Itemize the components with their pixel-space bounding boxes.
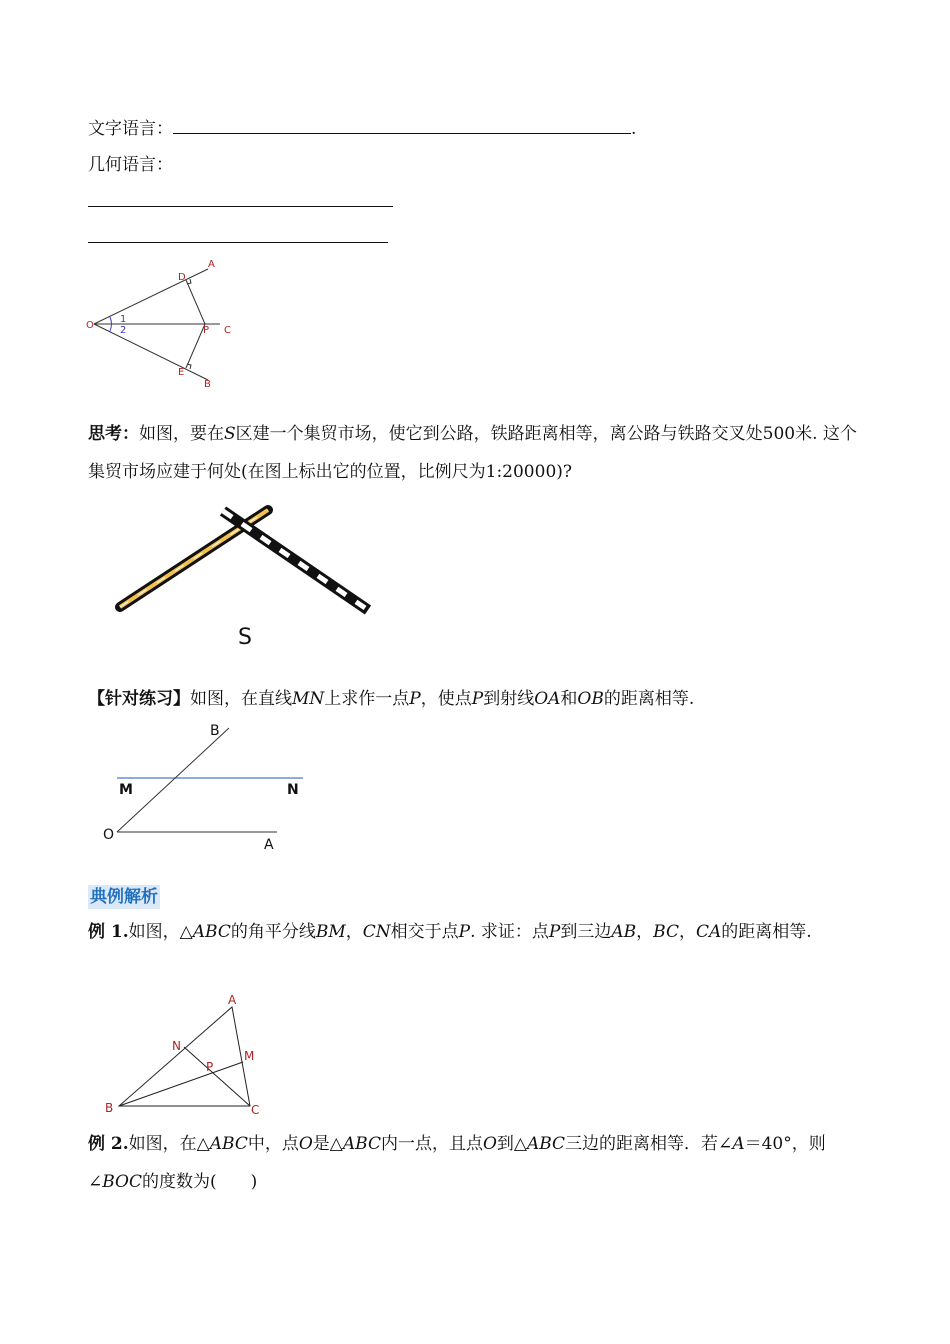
- example2-var: ABC: [342, 1134, 381, 1154]
- example1-var: P: [548, 922, 561, 942]
- text-language-line: [88, 116, 636, 141]
- fig4-label-b: B: [105, 1101, 114, 1115]
- practice-var: P: [471, 689, 484, 709]
- example1-text: 如图，△: [128, 922, 193, 942]
- example2-text: 内一点，且点: [380, 1134, 483, 1154]
- geo-language-blank-1[interactable]: [88, 206, 393, 207]
- practice-text: 和: [560, 689, 578, 709]
- text-language-label: 文字语言：: [88, 119, 173, 139]
- geo-language-label: 几何语言：: [88, 155, 173, 175]
- rays-line-figure: [95, 718, 315, 858]
- example1-text: ，: [636, 922, 654, 942]
- example2-text: 中，点: [247, 1134, 299, 1154]
- example1-text: 相交于点: [390, 922, 459, 942]
- practice-text: 如图，在直线: [190, 689, 292, 709]
- fig1-label-1: 1: [120, 314, 127, 325]
- example1-paragraph: [88, 913, 868, 951]
- geo-language-blank-2[interactable]: [88, 242, 388, 243]
- practice-var: OA: [534, 689, 561, 709]
- example2-var: A: [732, 1134, 745, 1154]
- example2-var: ABC: [526, 1134, 566, 1154]
- example2-text: 是△: [312, 1134, 343, 1154]
- example2-label: 例 2.: [88, 1134, 129, 1154]
- fig4-label-m: M: [244, 1049, 255, 1063]
- example1-text: 的角平分线: [230, 922, 316, 942]
- fig1-label-e: E: [178, 367, 185, 378]
- example1-text: ，: [678, 922, 696, 942]
- example2-text: 到△: [496, 1134, 527, 1154]
- think-paragraph: [88, 415, 868, 491]
- fig4-label-n: N: [172, 1039, 181, 1053]
- example2-text: ＝40°，则∠: [88, 1134, 826, 1192]
- fig1-label-2: 2: [120, 325, 127, 336]
- fig3-label-b: B: [210, 723, 220, 739]
- practice-var: P: [409, 689, 421, 709]
- fig3-label-a: A: [264, 837, 274, 853]
- think-text-b: 区建一个集贸市场，使它到公路，铁路距离相等，离公路与铁路交叉处500米. 这个集贸市场应建于何处(在图上标出它的位置，比例尺为1:20000)?: [88, 424, 857, 482]
- practice-var: OB: [577, 689, 604, 709]
- practice-text: ，使点: [420, 689, 472, 709]
- example2-paragraph: [88, 1125, 868, 1201]
- text-language-blank[interactable]: [173, 116, 631, 134]
- practice-paragraph: [88, 680, 868, 718]
- text-language-end: .: [631, 119, 637, 139]
- think-label: 思考：: [88, 424, 139, 444]
- fig1-label-a: A: [208, 259, 215, 270]
- example1-var: CA: [695, 922, 722, 942]
- angle-bisector-figure: [80, 255, 250, 395]
- triangle-bisector-figure: [95, 990, 275, 1120]
- example2-text: 三边的距离相等．若∠: [565, 1134, 733, 1154]
- s-area-label: S: [238, 625, 252, 650]
- road-railway-figure: [110, 500, 390, 655]
- example1-text: 到三边: [560, 922, 612, 942]
- practice-text: 上求作一点: [324, 689, 410, 709]
- section-title: 典例解析: [90, 887, 158, 907]
- practice-label: 【针对练习】: [88, 689, 190, 709]
- fig1-label-d: D: [178, 272, 186, 283]
- example1-text: ，: [345, 922, 363, 942]
- fig1-label-p: P: [203, 325, 210, 336]
- example2-var: BOC: [102, 1172, 143, 1192]
- example1-var: BC: [653, 922, 679, 942]
- practice-var: MN: [292, 689, 325, 709]
- example1-var: P: [458, 922, 471, 942]
- practice-text: 到射线: [483, 689, 535, 709]
- geo-language-line: [88, 153, 173, 177]
- practice-text: 的距离相等.: [603, 689, 695, 709]
- example1-label: 例 1.: [88, 922, 129, 942]
- fig1-label-o: O: [86, 320, 94, 331]
- think-text-a: 如图，要在: [139, 424, 224, 444]
- example1-var: AB: [611, 922, 637, 942]
- example1-var: BM: [315, 922, 346, 942]
- example2-var: O: [298, 1134, 313, 1154]
- example1-text: 的距离相等.: [721, 922, 812, 942]
- fig4-label-p: P: [206, 1060, 214, 1074]
- fig3-label-n: N: [287, 782, 299, 798]
- example2-var: ABC: [209, 1134, 248, 1154]
- fig1-label-b: B: [204, 379, 211, 390]
- example1-var: CN: [362, 922, 391, 942]
- example1-text: . 求证：点: [470, 922, 549, 942]
- fig3-label-o: O: [103, 827, 115, 843]
- example2-text: 如图，在△: [128, 1134, 210, 1154]
- example2-var: O: [482, 1134, 497, 1154]
- think-var-s: S: [224, 424, 236, 444]
- fig4-label-c: C: [251, 1103, 260, 1117]
- example2-answer-blank[interactable]: 的度数为( ): [142, 1172, 258, 1192]
- fig4-label-a: A: [228, 993, 237, 1007]
- fig1-label-c: C: [224, 325, 231, 336]
- example1-var: ABC: [192, 922, 231, 942]
- fig3-label-m: M: [119, 782, 133, 798]
